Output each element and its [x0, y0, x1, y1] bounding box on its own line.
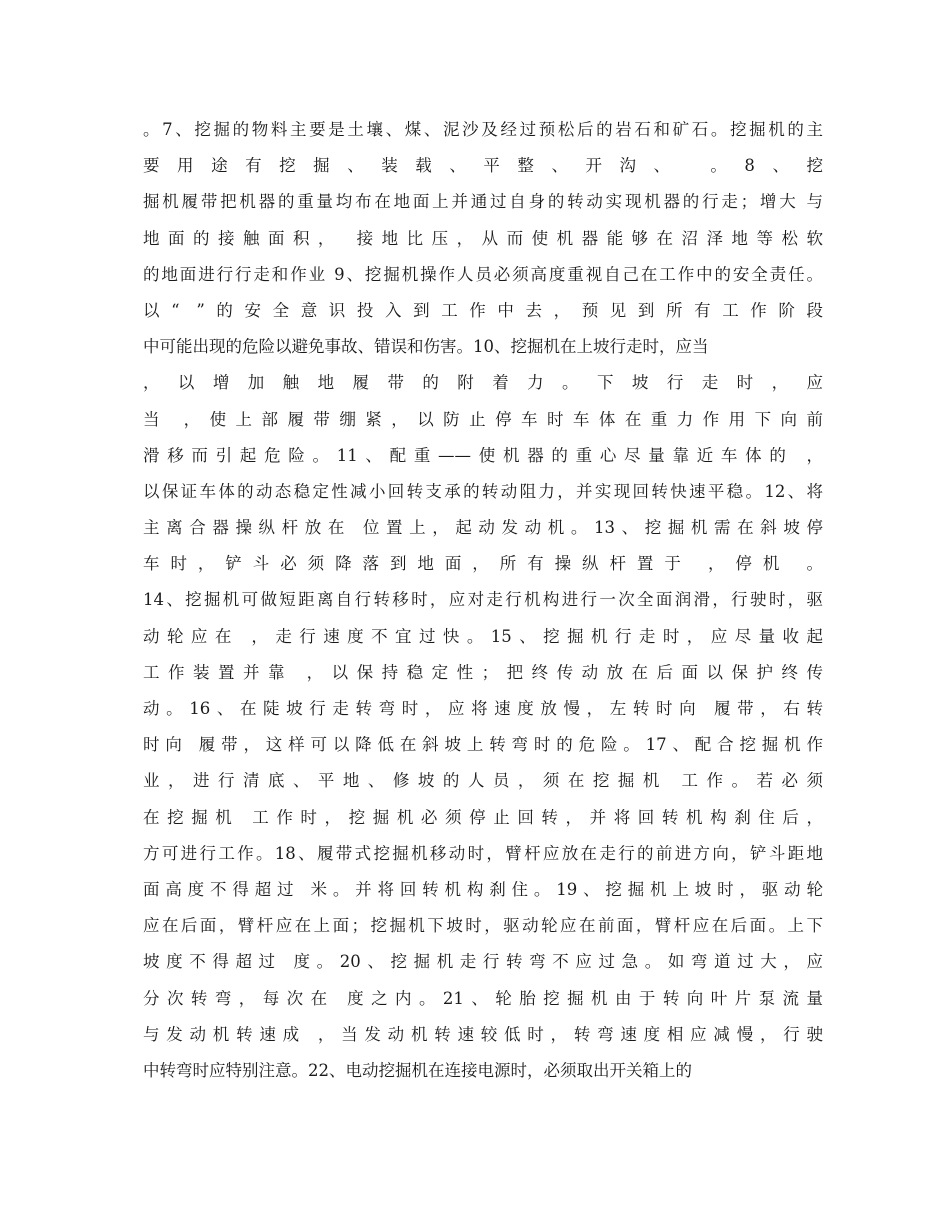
- text-line: 应在后面，臂杆应在上面；挖掘机下坡时，驱动轮应在前面，臂杆应在后面。上下: [143, 916, 823, 936]
- text-line: 与发动机转速成 ，当发动机转速较低时，转弯速度相应减慢，行驶: [143, 1024, 823, 1044]
- text-line: 滑移而引起危险。11、配重——使机器的重心尽量靠近车体的 ，: [143, 445, 823, 465]
- text-line: 动轮应在 ，走行速度不宜过快。15、挖掘机行走时，应尽量收起: [143, 626, 823, 646]
- text-line: 动。16、在陡坡行走转弯时，应将速度放慢，左转时向 履带，右转: [143, 699, 823, 718]
- text-line: 方可进行工作。18、履带式挖掘机移动时，臂杆应放在走行的前进方向，铲斗距地: [143, 843, 823, 863]
- text-line: 的地面进行行走和作业 9、挖掘机操作人员必须高度重视自己在工作中的安全责任。: [143, 264, 823, 284]
- text-line: 地面的接触面积， 接地比压，从而使机器能够在沼泽地等松软: [143, 228, 823, 248]
- text-line: 中转弯时应特别注意。22、电动挖掘机在连接电源时，必须取出开关箱上的: [143, 1060, 692, 1080]
- text-line: 分次转弯，每次在 度之内。21、轮胎挖掘机由于转向叶片泵流量: [143, 988, 823, 1008]
- text-line: 掘机履带把机器的重量均布在地面上并通过自身的转动实现机器的行走；增大 与: [143, 192, 823, 212]
- text-line: 车时，铲斗必须降落到地面，所有操纵杆置于 ，停机 。: [143, 554, 823, 574]
- text-line: ，以增加触地履带的附着力。下坡行走时，应: [143, 373, 823, 393]
- text-line: 以保证车体的动态稳定性减小回转支承的转动阻力，并实现回转快速平稳。12、将: [143, 481, 823, 501]
- text-line: 以“ ”的安全意识投入到工作中去，预见到所有工作阶段: [143, 300, 823, 320]
- text-line: 主离合器操纵杆放在 位置上，起动发动机。13、挖掘机需在斜坡停: [143, 518, 823, 538]
- text-line: 面高度不得超过 米。并将回转机构刹住。19、挖掘机上坡时，驱动轮: [143, 879, 823, 899]
- text-line: 。7、挖掘的物料主要是土壤、煤、泥沙及经过预松后的岩石和矿石。挖掘机的主: [143, 120, 823, 139]
- text-line: 工作装置并靠 ，以保持稳定性；把终传动放在后面以保护终传: [143, 662, 823, 682]
- document-body: [143, 112, 823, 1089]
- text-line: 要用途有挖掘、装载、平整、开沟、 。8、挖: [143, 156, 823, 176]
- text-line: 在挖掘机 工作时，挖掘机必须停止回转，并将回转机构刹住后，: [143, 807, 823, 827]
- text-line: 14、挖掘机可做短距离自行转移时，应对走行机构进行一次全面润滑，行驶时，驱: [143, 590, 823, 610]
- text-line: 坡度不得超过 度。20、挖掘机走行转弯不应过急。如弯道过大，应: [143, 952, 823, 972]
- text-line: 中可能出现的危险以避免事故、错误和伤害。10、挖掘机在上坡行走时，应当: [143, 337, 709, 357]
- text-line: 时向 履带，这样可以降低在斜坡上转弯时的危险。17、配合挖掘机作: [143, 735, 823, 755]
- text-line: 当 ，使上部履带绷紧，以防止停车时车体在重力作用下向前: [143, 409, 823, 429]
- text-line: 业，进行清底、平地、修坡的人员，须在挖掘机 工作。若必须: [143, 771, 823, 791]
